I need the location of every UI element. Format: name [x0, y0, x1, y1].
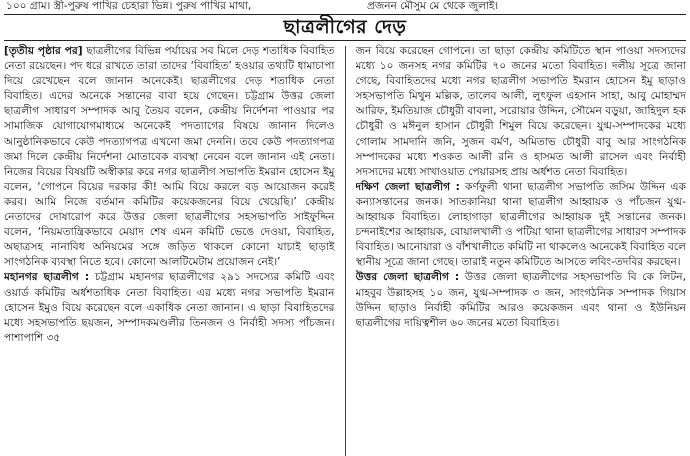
paragraph-text: উত্তর জেলা ছাত্রলীগের সহসভাপতি বি কে লিটন, মাহবুব উল্লাহসহ ১০ জন, যুগ্ম-সম্পাদক ৩ জন, সাংগঠনিক সম্পাদক গিয়াস উদ্দিন ছাড়াও নির্বাহী কমিটির আরও কয়েকজন এবং থানা ও ইউনিয়ন ছাত্রলীগের দায়িত্বশীল ৬০ জনের মতো বিবাহিত।	[355, 271, 686, 329]
column-divider	[345, 46, 346, 456]
paragraph	[356, 44, 687, 180]
paragraph-text: চট্টগ্রাম মহানগর ছাত্রলীগের ২৯১ সদস্যের কমিটি এবং ওয়ার্ড কমিটির অর্ধশতাধিক নেতা বিবাহিত। এর মধ্যে নগর সভাপতি ইমরান হোসেন ইমুও বিয়ে করেছেন বলে একাধিক নেতা জানান। এ ছাড়া বিবাহিতদের মধ্যে সহসভাপতি ছয়জন, সম্পাদকমণ্ডলীর তিনজন ও নির্বাহী সদস্য পাঁচজন। পাশাপাশি ৩৫	[4, 271, 335, 344]
article-body	[4, 44, 686, 456]
top-strip-left: ১০০ গ্রাম। স্ত্রী-পুরুষ পাখির চেহারা ভিন্ন। পুরুষ পাখির মাথা,	[6, 0, 252, 12]
paragraph-text: কর্ণফুলী থানা ছাত্রলীগ সভাপতি জসিম উদ্দিন এক কন্যাসন্তানের জনক। সাতকানিয়া থানা ছাত্রলীগ আহ্বায়ক ও পাঁচজন যুগ্ম-আহ্বায়ক বিবাহিত। লোহাগাড়া ছাত্রলীগের আহ্বায়ক দুই সন্তানের জনক। চন্দনাইশের আহ্বায়ক, বোয়ালখালী ও পটিয়া থানা ছাত্রলীগের সাধারণ সম্পাদক বিবাহিত। আনোয়ারা ও বাঁশখালীতে কমিটি না থাকলেও অনেকেই বিবাহিত বলে স্থানীয় সূত্রে জানা গেছে। তারাই নতুন কমিটিতে আসতে লবিং-তদবির করছেন।	[355, 180, 686, 269]
subheading-north: উত্তর জেলা ছাত্রলীগ :	[355, 271, 460, 284]
previous-article-strip	[0, 0, 690, 14]
paragraph-text: জন বিয়ে করেছেন গোপনে। তা ছাড়া কেন্দ্রীয় কমিটিতে স্থান পাওয়া সদস্যদের মধ্যে ১০ জনসহ নগর কমিটির ৭০ জনের মতো বিবাহিত। দলীয় সূত্রে জানা গেছে, বিবাহিতদের মধ্যে নগর ছাত্রলীগ সভাপতি ইমরান হোসেন ইমু ছাড়াও সহসভাপতি মিথুন মল্লিক, তালেব আলী, লুৎফুল এহসান সাহা, আবু মোহাম্মদ আরিফ, ইমতিয়াজ চৌধুরী বাবলা, সরোয়ার উদ্দিন, সৌমেন বড়ুয়া, জাহিদুল হক চৌধুরী ও মঈনুল হাসান চৌধুরী শিমুল বিয়ে করেছেন। যুগ্ম-সম্পাদকের মধ্যে গোলাম সামদানি জনি, সুজন বর্মণ, অমিতাভ চৌধুরী বাবু আর সাংগঠনিক সম্পাদকের মধ্যে শওকত আলী রনি ও হাসমত আলী রাসেল এবং নির্বাহী সদস্যদের মধ্যে সাখাওয়াত পেয়ারসহ প্রায় অর্ধশত নেতা বিবাহিত।	[355, 45, 686, 178]
continuation-marker: [তৃতীয় পৃষ্ঠার পর]	[4, 45, 83, 57]
paragraph	[356, 180, 687, 271]
paragraph	[4, 270, 335, 345]
top-strip-right: প্রজনন মৌসুম মে থেকে জুলাই।	[367, 0, 499, 12]
subheading-metro: মহানগর ছাত্রলীগ :	[4, 271, 90, 284]
subheading-south: দক্ষিণ জেলা ছাত্রলীগ :	[355, 180, 460, 193]
article-headline: ছাত্রলীগের দেড়	[283, 16, 407, 38]
paragraph	[356, 270, 687, 330]
article-column-right	[356, 44, 687, 456]
headline-rule	[4, 40, 686, 41]
paragraph	[4, 44, 335, 270]
paragraph-text: ছাত্রলীগের বিভিন্ন পর্যায়ের সব মিলে দেড় শতাধিক বিবাহিত নেতা রয়েছেন। পদ ধরে রাখতে তারা তাদের ‘বিবাহিত’ হওয়ার তথ্যটি ধামাচাপা দিয়ে রেখেছেন বলে জানান অনেকেই। ছাত্রলীগের দেড় শতাধিক নেতা বিবাহিত। এদের অনেকে সন্তানের বাবা হয়ে গেছেন। চট্টগ্রাম উত্তর জেলা ছাত্রলীগ সাধারণ সম্পাদক আবু তৈয়ব বলেন, কেন্দ্রীয় নির্দেশনা পাওয়ার পর সামাজিক যোগাযোগমাধ্যমে অনেকেই পদত্যাগের বিষয়ে জানান দিলেও আনুষ্ঠানিকভাবে কেউ পদত্যাগপত্র এখনো জমা দেননি। তবে কেউ পদত্যাগপত্র জমা দিলে কেন্দ্রীয় নির্দেশনা মোতাবেক ব্যবস্থা নেবেন বলে জানান এই নেতা। নিজের বিয়ের বিষয়টি অস্বীকার করে নগর ছাত্রলীগ সভাপতি ইমরান হোসেন ইমু বলেন, ‘গোপনে বিয়ের দরকার কী! আমি বিয়ে করলে বড় আয়োজন করেই করব। আমি নিজে বর্তমান কমিটির কয়েকজনের বিয়ে খেয়েছি।’ কেন্দ্রীয় নেতাদের দোষারোপ করে উত্তর জেলা ছাত্রলীগের সহসভাপতি সাইফুদ্দিন বলেন, ‘নিয়মতান্ত্রিকভাবে মেয়াদ শেষ এমন কমিটি ভেঙে দেওয়া, বিবাহিত, অছাত্রসহ নানাবিধ অনিয়মের সঙ্গে জড়িত থাকলে কোনো যাচাই ছাড়াই সাংগঠনিক ব্যবস্থা নিতে হবে। কোনো আলটিমেটাম প্রয়োজন নেই।’	[4, 45, 335, 269]
article-column-left	[4, 44, 335, 456]
